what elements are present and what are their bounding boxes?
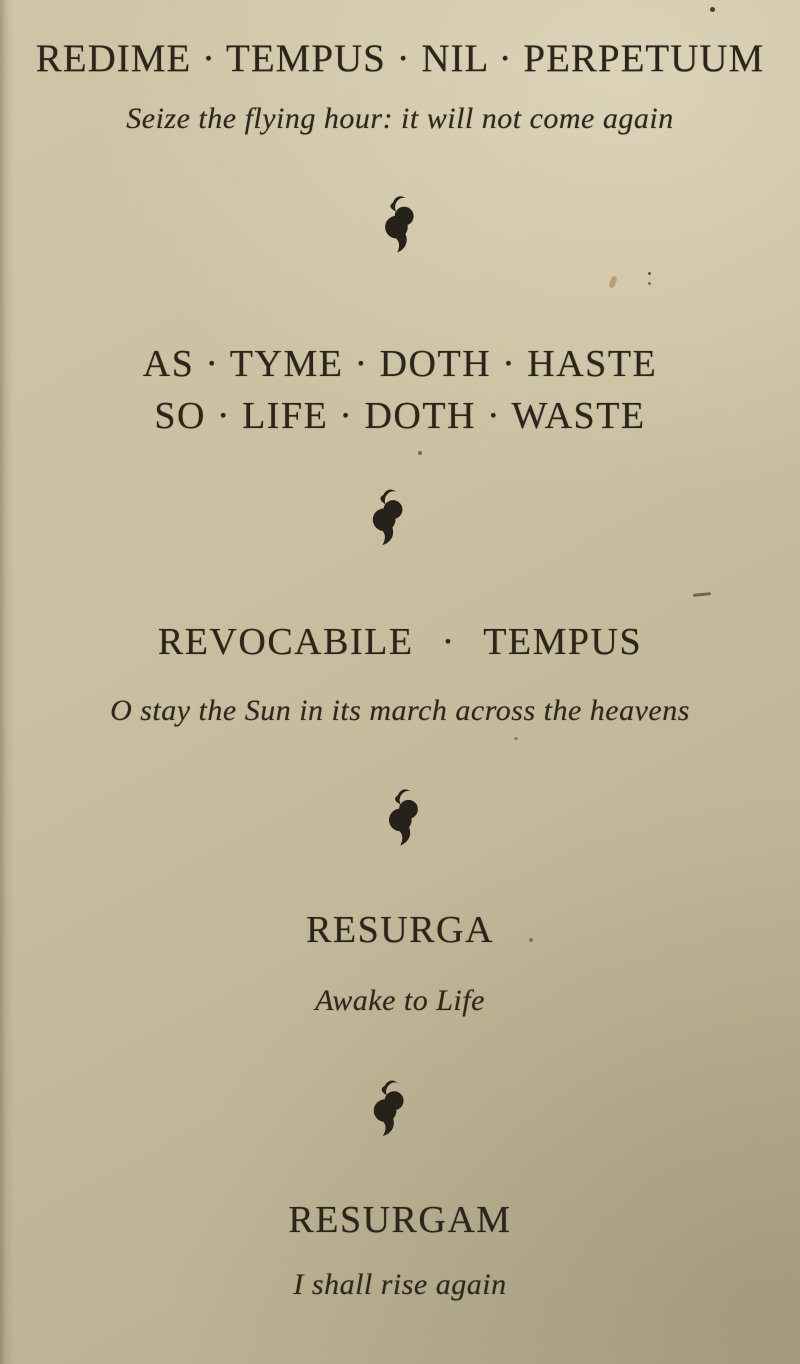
motto-resurgam: RESURGAM [288,1199,512,1241]
paper-speck [693,592,711,597]
motto-as-tyme-doth-haste [0,338,800,442]
paper-speck [529,938,533,942]
fleuron-leaf-icon [386,785,422,848]
translation-o-stay-the-sun: O stay the Sun in its march across the heavens [110,694,690,727]
paper-speck [710,7,715,12]
motto-revocabile-tempus: REVOCABILE · TEMPUS [157,621,643,663]
paper-speck [514,737,518,740]
motto-line-2: SO · LIFE · DOTH · WASTE [154,395,646,437]
motto-line-1: AS · TYME · DOTH · HASTE [142,343,658,385]
motto-resurga: RESURGA [306,909,494,951]
paper-speck [648,272,651,275]
translation-i-shall-rise-again: I shall rise again [293,1268,507,1301]
motto-redime-tempus: REDIME · TEMPUS · NIL · PERPETUUM [35,37,765,80]
translation-seize-the-flying-hour: Seize the flying hour: it will not come again [126,102,674,135]
paper-speck [608,275,618,288]
translation-awake-to-life: Awake to Life [315,984,485,1017]
fleuron-leaf-icon [370,485,406,548]
fleuron-leaf-icon [370,1076,407,1140]
paper-speck [418,451,422,455]
fleuron-leaf-icon [381,192,419,256]
